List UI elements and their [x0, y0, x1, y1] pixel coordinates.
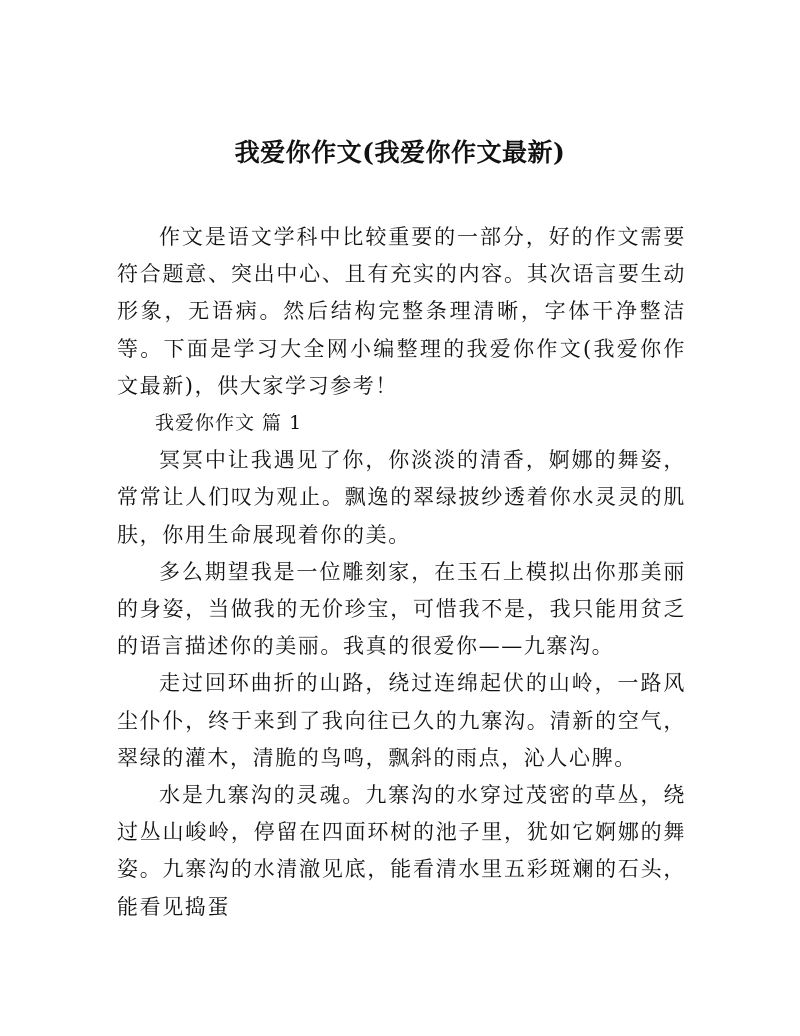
body-paragraph: 冥冥中让我遇见了你，你淡淡的清香，婀娜的舞姿，常常让人们叹为观止。飘逸的翠绿披纱透着你水灵灵的肌肤，你用生命展现着你的美。: [117, 448, 686, 547]
document-body: [117, 219, 686, 926]
body-paragraph: 走过回环曲折的山路，绕过连绵起伏的山岭，一路风尘仆仆，终于来到了我向往已久的九寨沟。清新的空气，翠绿的灌木，清脆的鸟鸣，飘斜的雨点，沁人心脾。: [117, 671, 686, 770]
page-title: 我爱你作文(我爱你作文最新): [234, 138, 566, 167]
intro-paragraph: 作文是语文学科中比较重要的一部分，好的作文需要符合题意、突出中心、且有充实的内容。其次语言要生动形象，无语病。然后结构完整条理清晰，字体干净整洁等。下面是学习大全网小编整理的我爱你作文(我爱你作文最新)，供大家学习参考！: [117, 225, 686, 398]
body-paragraph: 水是九寨沟的灵魂。九寨沟的水穿过茂密的草丛，绕过丛山峻岭，停留在四面环树的池子里，犹如它婀娜的舞姿。九寨沟的水清澈见底，能看清水里五彩斑斓的石头，能看见捣蛋: [117, 783, 686, 919]
body-paragraph: 多么期望我是一位雕刻家，在玉石上模拟出你那美丽的身姿，当做我的无价珍宝，可惜我不是，我只能用贫乏的语言描述你的美丽。我真的很爱你——九寨沟。: [117, 559, 686, 659]
section-heading: 我爱你作文 篇 1: [155, 412, 303, 435]
